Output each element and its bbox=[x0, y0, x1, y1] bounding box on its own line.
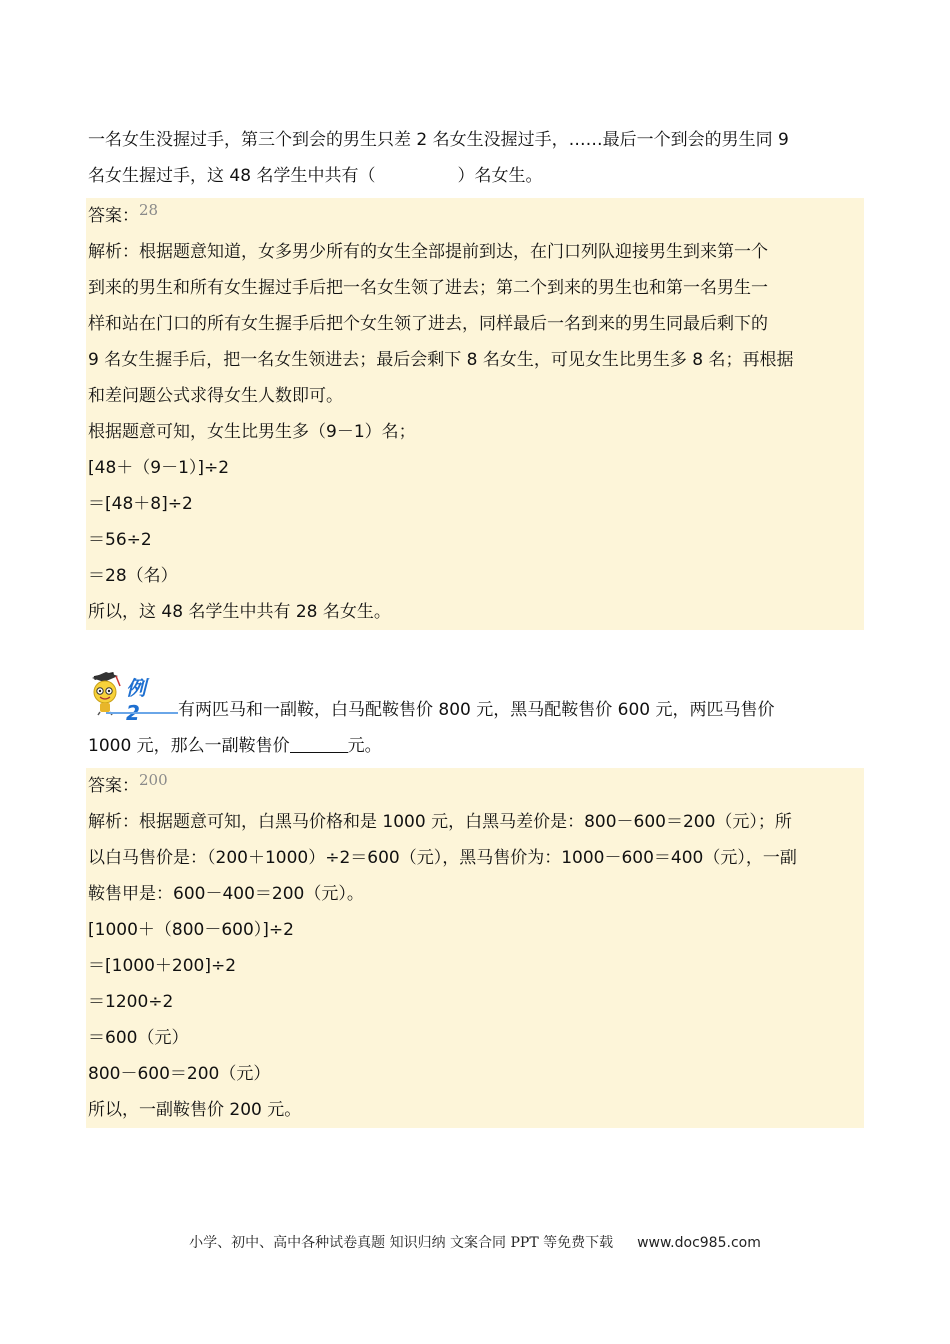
calc-line: 800－600＝200（元） bbox=[88, 1064, 271, 1084]
analysis-line: 鞍售甲是：600－400＝200（元）。 bbox=[88, 884, 364, 904]
question-text: 1000 元，那么一副鞍售价 bbox=[88, 736, 290, 756]
conclusion-line: 所以，这 48 名学生中共有 28 名女生。 bbox=[88, 602, 391, 622]
question-text-line bbox=[88, 158, 542, 194]
question-text-line: 有两匹马和一副鞍，白马配鞍售价 800 元，黑马配鞍售价 600 元，两匹马售价 bbox=[178, 700, 775, 720]
analysis-line: 以白马售价是：（200＋1000）÷2＝600（元），黑马售价为：1000－600＝400（元），一副 bbox=[88, 848, 797, 868]
calc-line: ＝[1000＋200]÷2 bbox=[88, 956, 237, 976]
calc-line: ＝[48＋8]÷2 bbox=[88, 494, 193, 514]
answer-value: 28 bbox=[139, 201, 159, 219]
example-label: 例 bbox=[126, 676, 147, 700]
answer-blank bbox=[290, 736, 348, 753]
answer-label: 答案： bbox=[88, 206, 139, 226]
question-text: ）名女生。 bbox=[457, 166, 543, 186]
analysis-line: 解析：根据题意知道，女多男少所有的女生全部提前到达，在门口列队迎接男生到来第一个 bbox=[88, 242, 768, 262]
calc-line: ＝28（名） bbox=[88, 566, 178, 586]
analysis-line: 到来的男生和所有女生握过手后把一名女生领了进去；第二个到来的男生也和第一名男生一 bbox=[88, 278, 768, 298]
answer-line bbox=[86, 768, 864, 804]
answer-value: 200 bbox=[139, 771, 168, 789]
footer-link[interactable]: www.doc985.com bbox=[637, 1235, 761, 1251]
analysis-line: 根据题意可知，女生比男生多（9－1）名； bbox=[88, 422, 416, 442]
page-footer bbox=[0, 1232, 950, 1252]
analysis-line: 样和站在门口的所有女生握手后把个女生领了进去，同样最后一名到来的男生同最后剩下的 bbox=[88, 314, 768, 334]
answer-block-1 bbox=[86, 198, 864, 630]
answer-block-2 bbox=[86, 768, 864, 1128]
analysis-line: 9 名女生握手后，把一名女生领进去；最后会剩下 8 名女生，可见女生比男生多 8 名；再根据 bbox=[88, 350, 794, 370]
analysis-line: 和差问题公式求得女生人数即可。 bbox=[88, 386, 343, 406]
calc-line: [1000＋（800－600）]÷2 bbox=[88, 920, 294, 940]
answer-line bbox=[86, 198, 864, 234]
calc-line: ＝1200÷2 bbox=[88, 992, 174, 1012]
question-text: 元。 bbox=[347, 736, 382, 756]
calc-line: ＝56÷2 bbox=[88, 530, 152, 550]
calc-line: ＝600（元） bbox=[88, 1028, 189, 1048]
question-text-line bbox=[88, 728, 382, 764]
analysis-line: 解析：根据题意可知，白黑马价格和是 1000 元，白黑马差价是：800－600＝200（元）；所 bbox=[88, 812, 792, 832]
example-underline bbox=[106, 712, 178, 714]
mascot-icon bbox=[88, 670, 124, 716]
answer-label: 答案： bbox=[88, 776, 139, 796]
conclusion-line: 所以，一副鞍售价 200 元。 bbox=[88, 1100, 302, 1120]
footer-text: 小学、初中、高中各种试卷真题 知识归纳 文案合同 PPT 等免费下载 bbox=[189, 1235, 614, 1251]
question-text-line: 一名女生没握过手，第三个到会的男生只差 2 名女生没握过手，……最后一个到会的男生同 9 bbox=[88, 130, 789, 150]
question-text: 名女生握过手，这 48 名学生中共有（ bbox=[88, 166, 376, 186]
calc-line: [48＋（9－1）]÷2 bbox=[88, 458, 230, 478]
